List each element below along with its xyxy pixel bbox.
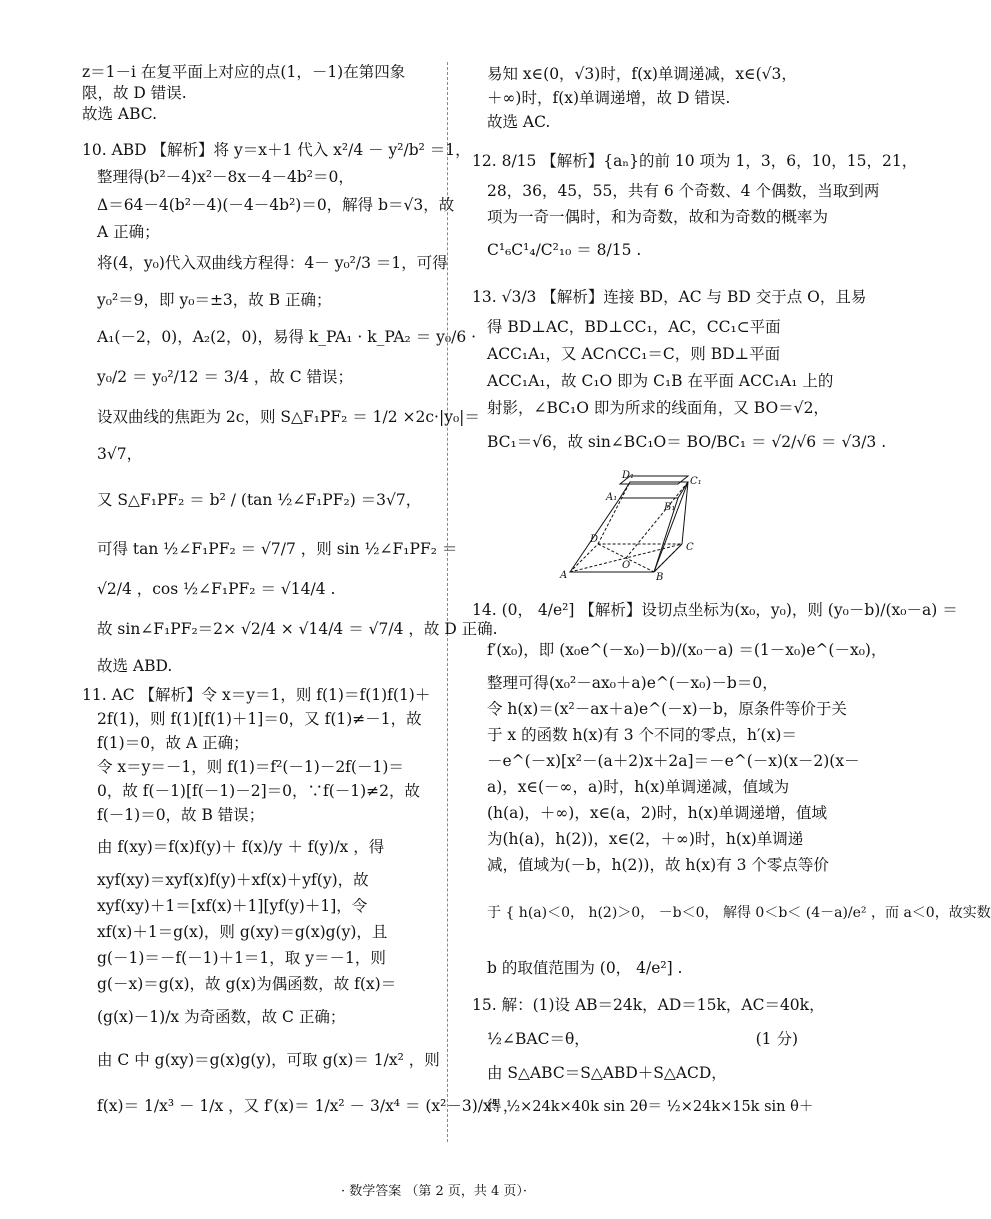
figure-label: A (560, 570, 568, 581)
text-fragment: ½∠BAC＝θ， (487, 1030, 590, 1048)
text-line: 得 BD⊥AC，BD⊥CC₁，AC，CC₁⊂平面 (487, 318, 781, 336)
text-line: C¹₆C¹₄/C²₁₀ ＝ 8/15 . (487, 241, 642, 259)
text-line: 整理得(b²－4)x²－8x－4－4b²＝0， (97, 168, 354, 186)
text-line: f(1)＝0，故 A 正确； (97, 734, 249, 752)
figure-label: O (622, 560, 631, 571)
text-line: (g(x)－1)/x 为奇函数，故 C 正确； (97, 1008, 346, 1026)
text-line: f(－1)＝0，故 B 错误； (97, 806, 265, 824)
text-line: 于 x 的函数 h(x)有 3 个不同的零点，h′(x)＝ (487, 726, 797, 744)
text-line: 故选 AC. (487, 113, 551, 131)
text-line: √2/4 ，cos ½∠F₁PF₂ ＝ √14/4 . (97, 580, 336, 598)
text-line: (h(a)，＋∞)，x∈(a，2)时，h(x)单调递增，值域 (487, 804, 828, 822)
text-line: 12. 8/15 【解析】{aₙ}的前 10 项为 1，3，6，10，15，21， (472, 152, 918, 170)
text-line: ＋∞)时，f(x)单调递增，故 D 错误. (487, 89, 731, 107)
text-line (472, 1022, 798, 1056)
text-line: 将(4，y₀)代入双曲线方程得：4－ y₀²/3 ＝1，可得 (97, 254, 448, 272)
text-line: BC₁＝√6，故 sin∠BC₁O＝ BO/BC₁ ＝ √2/√6 ＝ √3/3 . (487, 433, 887, 451)
page-footer: · 数学答案 （第 2 页，共 4 页）· (340, 1184, 528, 1199)
text-line: a)，x∈(－∞，a)时，h(x)单调递减，值域为 (487, 778, 790, 796)
text-line: 13. √3/3 【解析】连接 BD，AC 与 BD 交于点 O，且易 (472, 288, 867, 306)
prism-figure (560, 470, 710, 582)
figure-label: C (686, 542, 694, 553)
text-line: 于 { h(a)＜0， h(2)＞0， －b＜0， 解得 0＜b＜ (4－a)/e² ，而 a＜0，故实数 (487, 905, 991, 921)
text-line: 整理可得(x₀²－ax₀＋a)e^(－x₀)－b＝0， (487, 674, 778, 692)
text-line: 2f(1)，则 f(1)[f(1)＋1]＝0，又 f(1)≠－1，故 (97, 710, 422, 728)
text-line: 令 h(x)＝(x²－ax＋a)e^(－x)－b，原条件等价于关 (487, 700, 847, 718)
text-line: 又 S△F₁PF₂ ＝ b² / (tan ½∠F₁PF₂) ＝3√7， (97, 491, 422, 509)
text-line: 设双曲线的焦距为 2c，则 S△F₁PF₂ ＝ 1/2 ×2c·|y₀|＝ (97, 408, 480, 426)
score-note: (1 分) (755, 1030, 798, 1048)
text-line: 令 x＝y＝－1，则 f(1)＝f²(－1)－2f(－1)＝ (97, 758, 404, 776)
text-line: 限，故 D 错误. (82, 84, 187, 102)
text-line: 项为一奇一偶时，和为奇数，故和为奇数的概率为 (487, 208, 829, 226)
text-line: 故 sin∠F₁PF₂＝2× √2/4 × √14/4 ＝ √7/4 ，故 D 正确. (97, 620, 498, 638)
column-divider (447, 62, 448, 1142)
text-line: A₁(－2，0)，A₂(2，0)，易得 k_PA₁ · k_PA₂ ＝ y₀/6 · (97, 328, 477, 346)
text-line: 由 C 中 g(xy)＝g(x)g(y)，可取 g(x)＝ 1/x² ，则 (97, 1051, 440, 1069)
text-line: 由 S△ABC＝S△ABD＋S△ACD， (487, 1064, 727, 1082)
text-line: 0，故 f(－1)[f(－1)－2]＝0，∵f(－1)≠2，故 (97, 782, 421, 800)
text-line: 11. AC 【解析】令 x＝y＝1，则 f(1)＝f(1)f(1)＋ (82, 686, 431, 704)
figure-label: A₁ (606, 492, 618, 503)
text-line: b 的取值范围为 (0， 4/e²] . (487, 959, 683, 977)
text-line: 故选 ABC. (82, 105, 158, 123)
text-line: 由 f(xy)＝f(x)f(y)＋ f(x)/y ＋ f(y)/x ，得 (97, 838, 385, 856)
text-line: 3√7， (97, 445, 143, 463)
text-line: ACC₁A₁，故 C₁O 即为 C₁B 在平面 ACC₁A₁ 上的 (487, 372, 834, 390)
text-line: xyf(xy)＝xyf(x)f(y)＋xf(x)＋yf(y)，故 (97, 871, 369, 889)
text-line: 可得 tan ½∠F₁PF₂ ＝ √7/7 ，则 sin ½∠F₁PF₂ ＝ (97, 540, 458, 558)
figure-label: B₁ (664, 502, 676, 513)
figure-label: D (590, 534, 599, 545)
text-line: －e^(－x)[x²－(a＋2)x＋2a]＝－e^(－x)(x－2)(x－ (487, 752, 860, 770)
text-line: y₀²＝9，即 y₀＝±3，故 B 正确； (97, 291, 332, 309)
text-line: ACC₁A₁，又 AC∩CC₁＝C，则 BD⊥平面 (487, 345, 781, 363)
text-line: f′(x₀)，即 (x₀e^(－x₀)－b)/(x₀－a) ＝(1－x₀)e^(－x₀)， (487, 641, 887, 659)
text-line: A 正确； (97, 223, 160, 241)
text-line: 易知 x∈(0，√3)时，f(x)单调递减，x∈(√3， (487, 65, 797, 83)
text-line: 15. 解：(1)设 AB＝24k，AD＝15k，AC＝40k， (472, 996, 825, 1014)
text-line: f(x)＝ 1/x³ － 1/x ，又 f′(x)＝ 1/x² － 3/x⁴ ＝ (x²－3)/x⁴ ， (97, 1097, 519, 1115)
text-line: 10. ABD 【解析】将 y＝x＋1 代入 x²/4 － y²/b² ＝1， (82, 141, 471, 159)
right-column (472, 62, 991, 1124)
text-line: 减，值域为(－b，h(2))，故 h(x)有 3 个零点等价 (487, 856, 829, 874)
text-line: 得 ½×24k×40k sin 2θ＝ ½×24k×15k sin θ＋ (487, 1099, 814, 1115)
segment-bc1 (654, 482, 688, 572)
text-line: y₀/2 ＝ y₀²/12 ＝ 3/4 ，故 C 错误； (97, 368, 353, 386)
text-line: xyf(xy)＋1＝[xf(x)＋1][yf(y)＋1]，令 (97, 897, 368, 915)
text-line: 为(h(a)，h(2))，x∈(2，＋∞)时，h(x)单调递 (487, 830, 804, 848)
text-line: 28，36，45，55，共有 6 个奇数、4 个偶数，当取到两 (487, 182, 880, 200)
figure-label: B (656, 572, 664, 583)
text-line: 14. (0， 4/e²] 【解析】设切点坐标为(x₀，y₀)，则 (y₀－b)/(x₀－a) ＝ (472, 601, 958, 619)
text-line: xf(x)＋1＝g(x)，则 g(xy)＝g(x)g(y)，且 (97, 923, 388, 941)
text-line: 故选 ABD. (97, 657, 173, 675)
text-line: z＝1－i 在复平面上对应的点(1，－1)在第四象 (82, 63, 406, 81)
figure-label: D₁ (622, 470, 635, 481)
text-line: 射影，∠BC₁O 即为所求的线面角，又 BO＝√2， (487, 399, 829, 417)
text-line: g(－x)＝g(x)，故 g(x)为偶函数，故 f(x)＝ (97, 975, 397, 993)
text-line: Δ＝64－4(b²－4)(－4－4b²)＝0，解得 b＝√3，故 (97, 196, 455, 214)
figure-label: C₁ (690, 476, 702, 487)
text-line: g(－1)＝－f(－1)＋1＝1，取 y＝－1，则 (97, 949, 386, 967)
